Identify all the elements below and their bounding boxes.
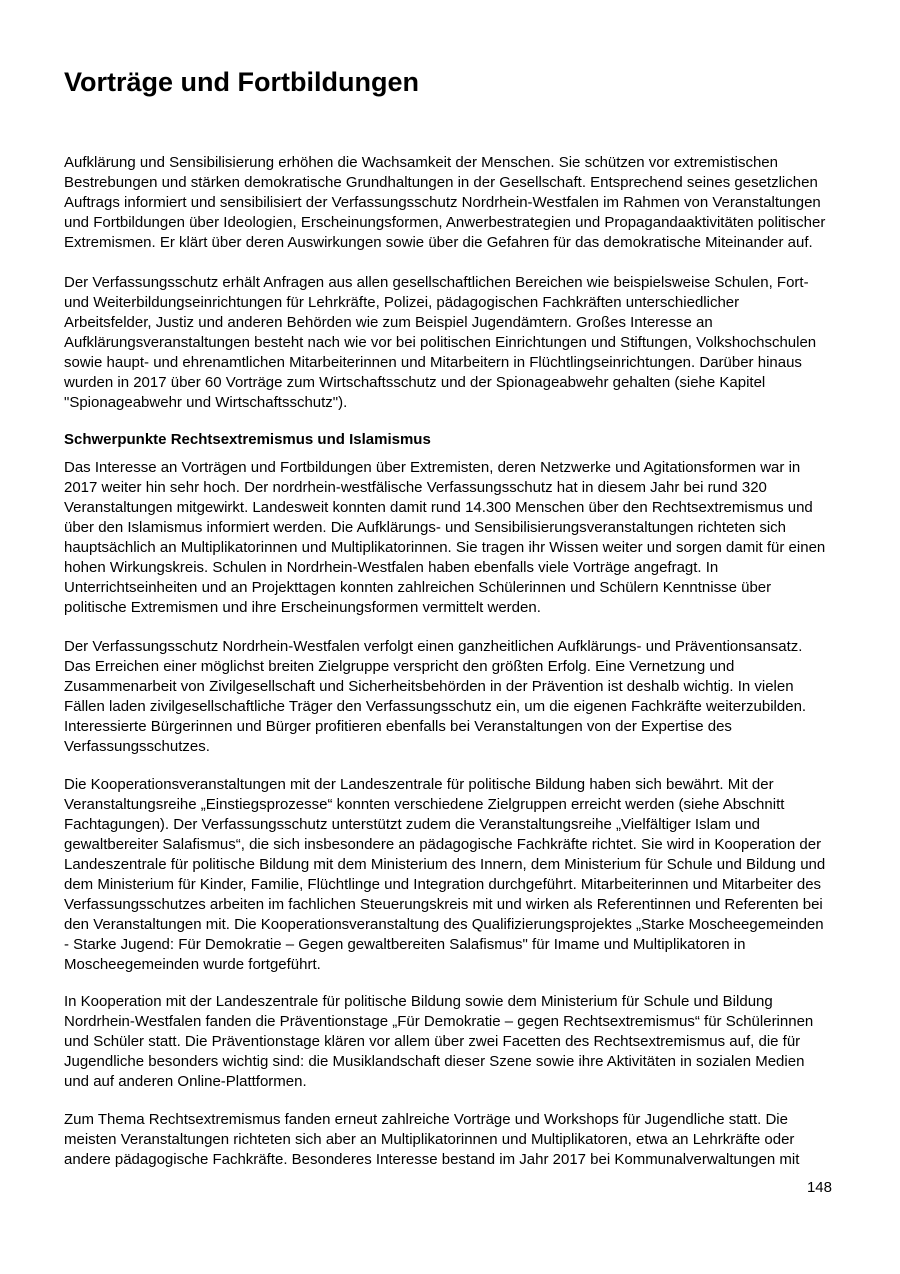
text-line: Veranstaltungen mitgewirkt. Landesweit konnten damit rund 14.300 Menschen über den Rechtsextremismus und — [64, 499, 813, 516]
text-line: über den Islamismus informiert werden. Die Aufklärungs- und Sensibilisierungsveranstaltungen richteten sich — [64, 519, 787, 536]
page-number: 148 — [806, 1179, 832, 1196]
text-line: und auf anderen Online-Plattformen. — [64, 1073, 307, 1090]
text-line: und Weiterbildungseinrichtungen für Lehrkräfte, Polizei, pädagogischen Fachkräften unterschiedlicher — [64, 294, 740, 311]
text-line: Unterrichtseinheiten und an Projekttagen konnten zahlreichen Schülerinnen und Schülern Kenntnisse über — [64, 579, 772, 596]
paragraph-section-3 — [64, 775, 854, 975]
text-line: Verfassungsschutzes. — [64, 738, 210, 755]
text-line: Auftrags informiert und sensibilisiert der Verfassungsschutz Nordrhein-Westfalen im Rahmen von Veranstaltungen — [64, 194, 821, 211]
text-line: Das Interesse an Vorträgen und Fortbildungen über Extremisten, deren Netzwerke und Agitationsformen war in — [64, 459, 801, 476]
page-title: Vorträge und Fortbildungen — [64, 67, 419, 97]
text-line: wurden in 2017 über 60 Vorträge zum Wirtschaftsschutz und der Spionageabwehr gehalten (siehe Kapitel — [64, 374, 766, 391]
text-line: andere pädagogische Fachkräfte. Besonderes Interesse bestand im Jahr 2017 bei Kommunalverwaltungen mit — [64, 1151, 800, 1168]
text-line: und Schüler statt. Die Präventionstage klären vor allem über zwei Facetten des Rechtsextremismus auf, die für — [64, 1033, 801, 1050]
text-line: sowie haupt- und ehrenamtlichen Mitarbeiterinnen und Mitarbeitern in Flüchtlingseinrichtungen. Darüber hinaus — [64, 354, 802, 371]
text-line: "Spionageabwehr und Wirtschaftsschutz"). — [64, 394, 348, 411]
text-line: Arbeitsfelder, Justiz und anderen Behörden wie zum Beispiel Jugendämtern. Großes Interesse an — [64, 314, 713, 331]
text-line: Interessierte Bürgerinnen und Bürger profitieren ebenfalls bei Veranstaltungen von der Expertise des — [64, 718, 732, 735]
text-line: dem Ministerium für Kinder, Familie, Flüchtlinge und Integration durchgeführt. Mitarbeiterinnen und Mitarbeiter des — [64, 876, 822, 893]
paragraph-section-1 — [64, 458, 854, 618]
text-line: hohen Wirkungskreis. Schulen in Nordrhein-Westfalen haben ebenfalls viele Vorträge angefragt. In — [64, 559, 719, 576]
paragraph-intro-1 — [64, 153, 854, 253]
text-line: Extremismen. Er klärt über deren Auswirkungen sowie über die Gefahren für das demokratische Miteinander auf. — [64, 234, 813, 251]
text-line: gewaltbereiter Salafismus“, die sich insbesondere an pädagogische Fachkräfte richtet. Sie wird in Kooperation der — [64, 836, 822, 853]
paragraph-intro-2 — [64, 273, 854, 413]
text-line: Verfassungsschutzes arbeiten im fachlichen Steuerungskreis mit und wirken als Referentinnen und Referenten bei — [64, 896, 823, 913]
text-line: Moscheegemeinden wurde fortgeführt. — [64, 956, 321, 973]
text-line: den Veranstaltungen mit. Die Kooperationsveranstaltung des Qualifizierungsprojektes „Starke Moscheegemeinden — [64, 916, 824, 933]
text-line: - Starke Jugend: Für Demokratie – Gegen gewaltbereiten Salafismus" für Imame und Multiplikatoren in — [64, 936, 746, 953]
text-line: Jugendliche besonders wichtig sind: die Musiklandschaft dieser Szene sowie ihre Aktivitäten in sozialen Medien — [64, 1053, 805, 1070]
text-line: Fachtagungen). Der Verfassungsschutz unterstützt zudem die Veranstaltungsreihe „Vielfältiger Islam und — [64, 816, 760, 833]
paragraph-section-4 — [64, 992, 854, 1092]
text-line: Nordrhein-Westfalen fanden die Präventionstage „Für Demokratie – gegen Rechtsextremismus“ für Schülerinnen — [64, 1013, 814, 1030]
text-line: Landeszentrale für politische Bildung mit dem Ministerium des Innern, dem Ministerium für Schule und Bildung und — [64, 856, 826, 873]
text-line: Fällen laden zivilgesellschaftliche Träger den Verfassungsschutz ein, um die eigenen Fachkräfte weiterzubilden. — [64, 698, 807, 715]
document-page — [64, 66, 854, 1170]
text-line: Aufklärung und Sensibilisierung erhöhen die Wachsamkeit der Menschen. Sie schützen vor extremistischen — [64, 154, 778, 171]
text-line: Der Verfassungsschutz Nordrhein-Westfalen verfolgt einen ganzheitlichen Aufklärungs- und Präventionsansatz. — [64, 638, 803, 655]
text-line: Die Kooperationsveranstaltungen mit der Landeszentrale für politische Bildung haben sich bewährt. Mit der — [64, 776, 774, 793]
text-line: meisten Veranstaltungen richteten sich aber an Multiplikatorinnen und Multiplikatoren, etwa an Lehrkräfte oder — [64, 1131, 795, 1148]
paragraph-section-2 — [64, 637, 854, 757]
text-line: In Kooperation mit der Landeszentrale für politische Bildung sowie dem Ministerium für Schule und Bildung — [64, 993, 773, 1010]
text-line: Das Erreichen einer möglichst breiten Zielgruppe verspricht den größten Erfolg. Eine Vernetzung und — [64, 658, 735, 675]
text-line: 2017 weiter hin sehr hoch. Der nordrhein-westfälische Verfassungsschutz hat in diesem Jahr bei rund 320 — [64, 479, 767, 496]
text-line: Aufklärungsveranstaltungen besteht nach wie vor bei politischen Einrichtungen und Stiftungen, Volkshochschulen — [64, 334, 817, 351]
text-line: politische Extremismen und ihre Erscheinungsformen vermittelt werden. — [64, 599, 541, 616]
text-line: Bestrebungen und stärken demokratische Grundhaltungen in der Gesellschaft. Entsprechend seines gesetzlichen — [64, 174, 818, 191]
text-line: hauptsächlich an Multiplikatorinnen und Multiplikatorinnen. Sie tragen ihr Wissen weiter und sorgen damit für einen — [64, 539, 826, 556]
text-line: Der Verfassungsschutz erhält Anfragen aus allen gesellschaftlichen Bereichen wie beispielsweise Schulen, Fort- — [64, 274, 809, 291]
text-line: Zum Thema Rechtsextremismus fanden erneut zahlreiche Vorträge und Workshops für Jugendliche statt. Die — [64, 1111, 788, 1128]
paragraph-section-5 — [64, 1110, 854, 1170]
text-line: und Fortbildungen über Ideologien, Erscheinungsformen, Anwerbestrategien und Propagandaaktivitäten politischer — [64, 214, 826, 231]
text-line: Veranstaltungsreihe „Einstiegsprozesse“ konnten verschiedene Zielgruppen erreicht werden (siehe Abschnitt — [64, 796, 785, 813]
text-line: Zusammenarbeit von Zivilgesellschaft und Sicherheitsbehörden in der Prävention ist deshalb wichtig. In vielen — [64, 678, 794, 695]
section-heading: Schwerpunkte Rechtsextremismus und Islamismus — [64, 431, 431, 448]
